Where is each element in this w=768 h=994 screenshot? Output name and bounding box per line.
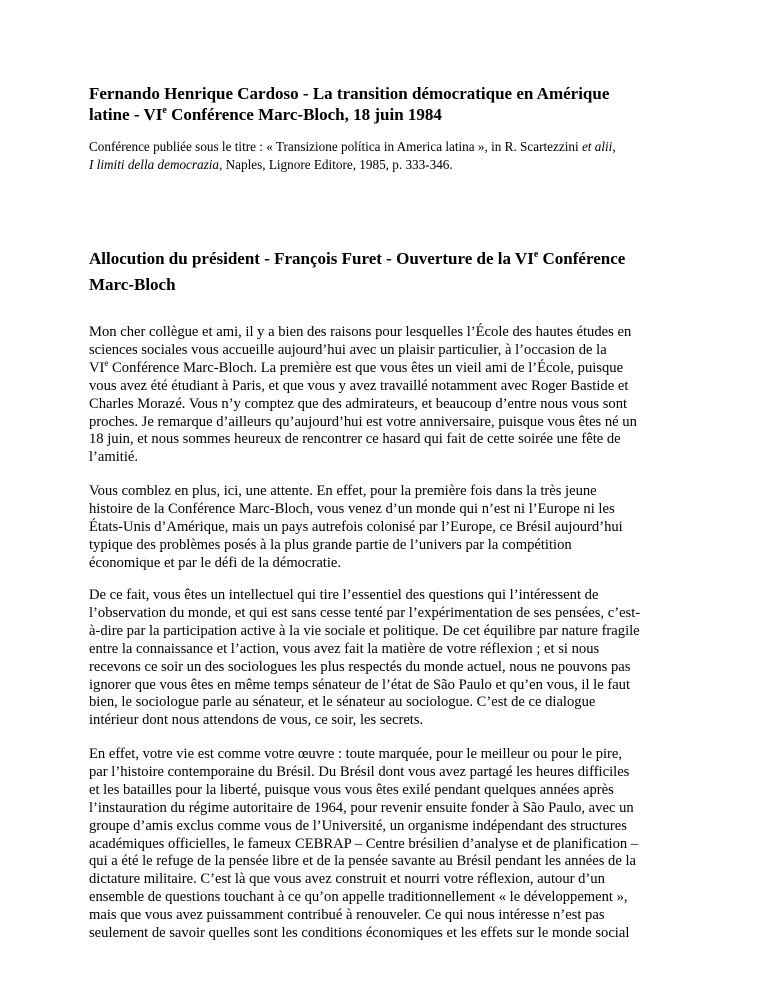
section-heading-line-1 [89,246,699,272]
paragraph-line: ensemble de questions touchant à ce qu’on appelle traditionnellement « le développement », [89,889,628,906]
document-title-line-1: Fernando Henrique Cardoso - La transition démocratique en Amérique [89,84,610,103]
paragraph-line: En effet, votre vie est comme votre œuvre : toute marquée, pour le meilleur ou pour le pire, [89,746,623,762]
paragraph-line: Mon cher collègue et ami, il y a bien des raisons pour lesquelles l’École des hautes études en [89,324,632,340]
paragraph-line [89,357,689,378]
paragraph-line: et les batailles pour la liberté, puisque vous vous êtes exilé pendant quelques années après [89,781,614,798]
section-heading [89,246,699,298]
paragraph-line: bien, le sociologue parle au sénateur, et le sénateur au sociologue. C’est de ce dialogue [89,694,596,711]
pub-text-a: Conférence publiée sous le titre : « Transizione política in America latina », in R. Scartezzini [89,139,582,154]
paragraph-line: histoire de la Conférence Marc-Bloch, vous venez d’un monde qui n’est ni l’Europe ni les [89,500,615,517]
paragraph-3 [89,587,689,730]
publication-note-line-2 [89,156,689,174]
paragraph-line: Vous comblez en plus, ici, une attente. En effet, pour la première fois dans la très jeune [89,483,597,499]
paragraph-line: l’observation du monde, et qui est sans cesse tenté par l’expérimentation de ses pensées, c’est- [89,604,641,621]
paragraph-line: qui a été le refuge de la pensée libre et de la pensée savante au Brésil pendant les années de la [89,853,637,870]
paragraph-line: intérieur dont nous attendons de vous, ce soir, les secrets. [89,712,424,729]
document-title-line-2 [89,104,689,125]
paragraph-line: Charles Morazé. Vous n’y comptez que des admirateurs, et beaucoup d’entre nous vous sont [89,395,628,412]
paragraph-text: Conférence Marc-Bloch. La première est que vous êtes un vieil ami de l’École, puisque [108,359,624,376]
paragraph-line: à-dire par la participation active à la vie sociale et politique. De cet équilibre par nature fragile [89,622,640,639]
paragraph-line: seulement de savoir quelles sont les conditions économiques et les effets sur le monde social [89,925,630,942]
paragraph-line: économique et par le défi de la démocratie. [89,554,342,571]
publication-note-line-1 [89,138,689,156]
pub-italic-et-alii: et alii [581,139,613,154]
paragraph-line: dictature militaire. C’est là que vous avez construit et nourri votre réflexion, autour d’un [89,871,605,888]
paragraph-line: États-Unis d’Amérique, mais un pays autrefois colonisé par l’Europe, ce Brésil aujourd’hui [89,518,623,535]
section-heading-superscript: e [533,249,539,260]
paragraph-line: proches. Je remarque d’ailleurs qu’aujourd’hui est votre anniversaire, puisque vous êtes né un [89,413,637,430]
paragraph-line: vous avez été étudiant à Paris, et que vous y avez travaillé notamment avec Roger Bastide et [89,377,629,394]
paragraph-line: l’instauration du régime autoritaire de 1964, pour revenir ensuite fonder à São Paulo, avec un [89,799,634,816]
publication-note [89,138,689,173]
pub-italic-book-title: I limiti della democrazia [89,156,220,172]
title-superscript: e [162,105,167,116]
section-heading-line-2: Marc-Bloch [89,275,176,294]
paragraph-4 [89,746,689,943]
section-heading-b: Conférence [538,249,626,268]
paragraph-2 [89,483,689,573]
paragraph-line: ignorer que vous êtes en même temps sénateur de l’état de São Paulo et qu’en vous, il le faut [89,676,631,693]
paragraph-line: sciences sociales vous accueille aujourd’hui avec un plaisir particulier, à l’occasion de la [89,341,607,358]
section-heading-a: Allocution du président - François Furet - Ouverture de la VI [89,249,534,268]
paragraph-line: recevons ce soir un des sociologues les plus respectés du monde actuel, nous ne pouvons pas [89,658,631,675]
title-prefix: latine - VI [89,105,163,124]
paragraph-line: typique des problèmes posés à la plus grande partie de l’univers par la compétition [89,536,572,553]
paragraph-line: par l’histoire contemporaine du Brésil. Du Brésil dont vous avez partagé les heures difficiles [89,763,630,780]
pub-text-b: , [612,139,616,154]
paragraph-line: De ce fait, vous êtes un intellectuel qui tire l’essentiel des questions qui l’intéressent de [89,587,599,603]
paragraph-line: entre la connaissance et l’action, vous avez fait la matière de votre réflexion ; et si nous [89,640,600,657]
paragraph-line: l’amitié. [89,449,139,466]
superscript: e [104,357,109,368]
title-suffix: Conférence Marc-Bloch, 18 juin 1984 [166,105,442,124]
document-title [89,83,689,125]
pub-text-c: , Naples, Lignore Editore, 1985, p. 333-346. [219,156,453,172]
paragraph-text: VI [89,359,105,376]
paragraph-1 [89,324,689,467]
paragraph-line: académiques officielles, le fameux CEBRAP – Centre brésilien d’analyse et de planification – [89,835,639,852]
paragraph-line: mais que vous avez puissamment contribué à renouveler. Ce qui nous intéresse n’est pas [89,907,605,924]
paragraph-line: 18 juin, et nous sommes heureux de rencontrer ce hasard qui fait de cette soirée une fête de [89,431,621,448]
paragraph-line: groupe d’amis exclus comme vous de l’Université, un organisme indépendant des structures [89,817,627,834]
